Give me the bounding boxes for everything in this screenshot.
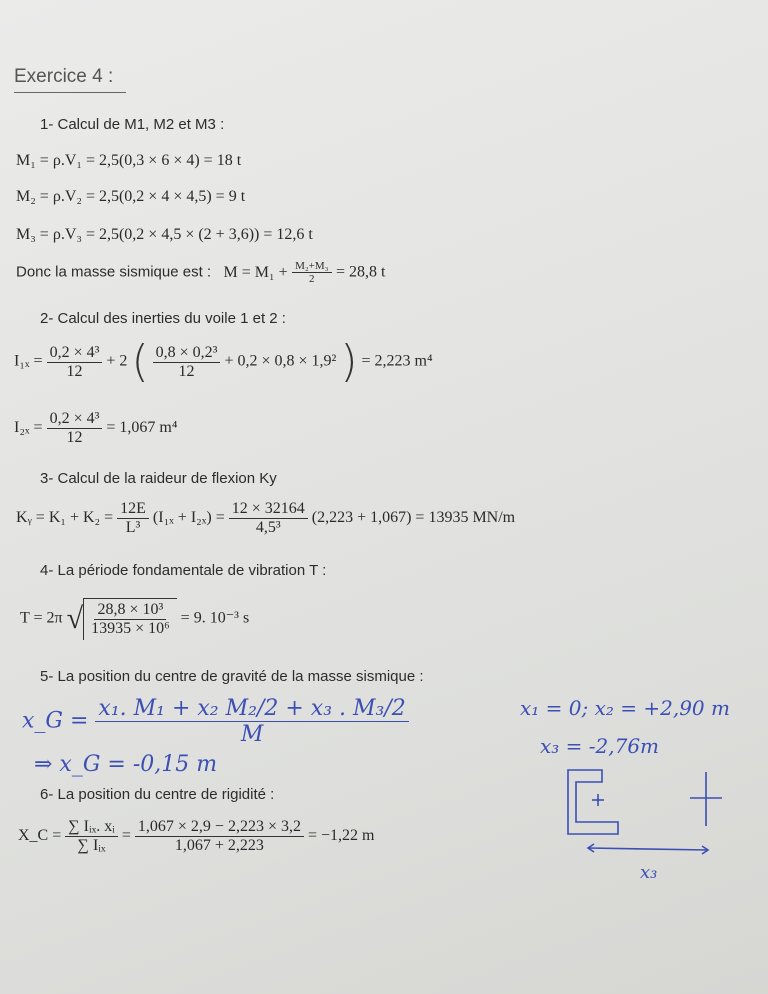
- equation-i2x: [14, 410, 177, 447]
- section-sketch: [560, 760, 750, 890]
- xc-den2: 1,067 + 2,223: [174, 837, 264, 854]
- equation-ky: [16, 500, 515, 537]
- i1-fraction: [47, 344, 103, 381]
- section-5-heading: 5- La position du centre de gravité de la masse sismique :: [40, 668, 424, 685]
- xc-fraction-2: [135, 818, 304, 855]
- ky-den: L³: [125, 519, 141, 536]
- t-den: 13935 × 10⁶: [91, 620, 170, 637]
- section-1-heading: 1- Calcul de M1, M2 et M3 :: [40, 116, 225, 133]
- masse-fraction: [292, 260, 331, 285]
- masse-sismique-line: [16, 260, 385, 285]
- paren-open: (: [131, 336, 149, 387]
- paren-close: ): [340, 336, 358, 387]
- sqrt-content: [83, 598, 177, 640]
- xg-num: x₁. M₁ + x₂ M₂/2 + x₃ . M₃/2: [95, 696, 408, 722]
- xc-fraction-1: [65, 818, 118, 855]
- i1-inner-num: 0,8 × 0,2³: [153, 344, 221, 363]
- equation-period: [20, 598, 249, 640]
- masse-den: 2: [309, 273, 315, 285]
- sketch-dimension-line: [588, 848, 708, 850]
- t-rhs: = 9. 10⁻³ s: [180, 609, 250, 627]
- xg-den: M: [240, 722, 264, 747]
- i1-inner-rest: + 0,2 × 0,8 × 1,9²: [224, 352, 337, 370]
- handwritten-xg-formula: [22, 696, 409, 747]
- equation-m3: M₃ = ρ.V₃ = 2,5(0,2 × 4,5 × (2 + 3,6)) = 12,6 t: [16, 226, 313, 243]
- i1-mid: + 2: [106, 352, 128, 370]
- i1-num: 0,2 × 4³: [47, 344, 103, 363]
- xc-den: ∑ Iᵢₓ: [77, 837, 106, 854]
- ky-lhs: Kᵧ = K₁ + K₂ =: [16, 509, 114, 527]
- masse-rhs: = 28,8 t: [335, 263, 386, 281]
- i2-fraction: [47, 410, 103, 447]
- equation-m1: M₁ = ρ.V₁ = 2,5(0,3 × 6 × 4) = 18 t: [16, 152, 242, 169]
- xc-eq: =: [121, 827, 131, 845]
- ky-rhs: (2,223 + 1,067) = 13935 MN/m: [311, 509, 516, 527]
- sqrt-icon: √: [66, 602, 84, 635]
- masse-prefix: Donc la masse sismique est :: [16, 263, 212, 281]
- ky-num: 12E: [117, 500, 149, 519]
- i2-num: 0,2 × 4³: [47, 410, 103, 429]
- i2-den: 12: [66, 429, 83, 446]
- i2-lhs: I₂ₓ =: [14, 419, 43, 437]
- i1-den: 12: [66, 362, 83, 380]
- sketch-x3-label: x₃: [640, 862, 658, 883]
- equation-i1x: [14, 336, 433, 387]
- xc-num: ∑ Iᵢₓ. xᵢ: [65, 818, 118, 837]
- masse-lhs: M = M₁ +: [223, 263, 288, 281]
- section-2-heading: 2- Calcul des inerties du voile 1 et 2 :: [40, 310, 286, 327]
- equation-xc: [18, 818, 374, 855]
- ky-fraction-1: [117, 500, 149, 537]
- t-fraction: [88, 601, 173, 638]
- section-6-heading: 6- La position du centre de rigidité :: [40, 786, 275, 803]
- xg-fraction: [95, 696, 408, 747]
- ky-num2: 12 × 32164: [229, 500, 308, 519]
- section-4-heading: 4- La période fondamentale de vibration T :: [40, 562, 327, 579]
- ky-mid: (I₁ₓ + I₂ₓ) =: [152, 509, 225, 527]
- exercise-title: Exercice 4 :: [14, 66, 114, 87]
- ky-den2: 4,5³: [255, 519, 281, 536]
- masse-num: M₂+M₃: [292, 260, 331, 273]
- xc-num2: 1,067 × 2,9 − 2,223 × 3,2: [135, 818, 304, 837]
- t-num: 28,8 × 10³: [94, 601, 166, 620]
- handwritten-note-x1-x2: x₁ = 0; x₂ = +2,90 m: [520, 696, 730, 720]
- handwritten-note-x3: x₃ = -2,76m: [540, 734, 660, 758]
- xc-lhs: X_C =: [18, 827, 62, 845]
- xg-lhs: x_G =: [22, 708, 89, 734]
- i1-inner-den: 12: [178, 362, 195, 380]
- ky-fraction-2: [229, 500, 308, 537]
- xc-rhs: = −1,22 m: [307, 827, 375, 845]
- title-underline: [14, 92, 126, 93]
- equation-m2: M₂ = ρ.V₂ = 2,5(0,2 × 4 × 4,5) = 9 t: [16, 188, 246, 205]
- i1-lhs: I₁ₓ =: [14, 352, 43, 370]
- handwritten-xg-result: ⇒ x_G = -0,15 m: [34, 752, 218, 777]
- section-3-heading: 3- Calcul de la raideur de flexion Ky: [40, 470, 277, 487]
- i1-inner-fraction: [153, 344, 221, 381]
- i1-rhs: = 2,223 m⁴: [361, 352, 433, 370]
- t-lhs: T = 2π: [20, 609, 63, 627]
- sketch-c-shape: [568, 770, 618, 834]
- i2-rhs: = 1,067 m⁴: [106, 419, 178, 437]
